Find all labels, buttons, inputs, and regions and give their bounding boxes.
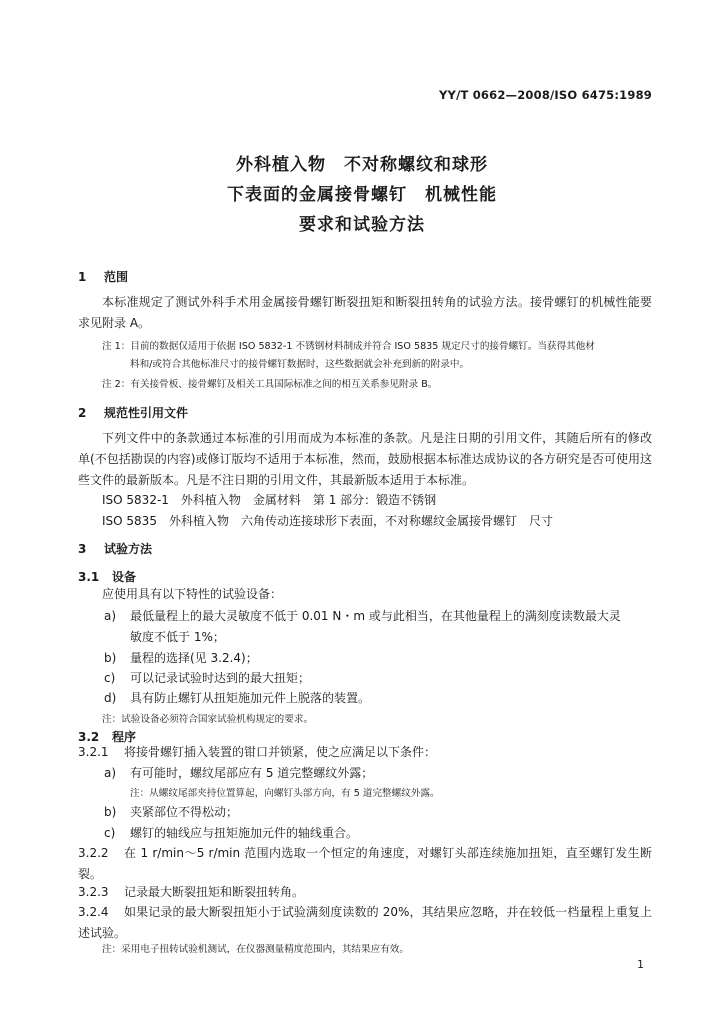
clause-3-2-4-text: 如果记录的最大断裂扭矩小于试验满刻度读数的 20%，其结果应忽略，并在较低一档量程上重复上述试验。: [78, 905, 652, 940]
section-number: 1: [78, 270, 87, 284]
clause-3-2-1-text: 将接骨螺钉插入装置的钳口并锁紧，使之应满足以下条件：: [124, 745, 437, 759]
list-label-b: b): [104, 651, 117, 665]
section-number: 2: [78, 406, 87, 420]
list-label-d: d): [104, 691, 117, 705]
subsection-number: 3.1: [78, 570, 100, 584]
clause-3-2-1-item-a: 有可能时，螺纹尾部应有 5 道完整螺纹外露；: [130, 766, 374, 780]
equipment-item-d: 具有防止螺钉从扭矩施加元件上脱落的装置。: [130, 691, 371, 705]
section-title: 范围: [104, 270, 129, 284]
clause-3-2-4-note: 注：采用电子扭转试验机测试，在仪器测量精度范围内，其结果应有效。: [102, 944, 409, 955]
equipment-item-c: 可以记录试验时达到的最大扭矩；: [130, 671, 311, 685]
clause-3-2-2-number: 3.2.2: [78, 846, 109, 860]
list-label-a: a): [104, 766, 117, 780]
list-label-b: b): [104, 805, 117, 819]
doc-title-line-3: 要求和试验方法: [299, 215, 425, 235]
note-1-line-1: 注 1：目前的数据仅适用于依据 ISO 5832-1 不锈钢材料制成并符合 ISO 5835 规定尺寸的接骨螺钉。当获得其他材: [102, 341, 595, 352]
clause-3-2-3-text: 记录最大断裂扭矩和断裂扭转角。: [124, 885, 305, 899]
section-1-heading: [78, 268, 128, 285]
reference-iso-5832-1: ISO 5832-1 外科植入物 金属材料 第 1 部分：锻造不锈钢: [102, 493, 437, 507]
list-label-c: c): [104, 826, 116, 840]
page-number: 1: [637, 958, 644, 971]
subsection-number: 3.2: [78, 730, 100, 744]
section-2-paragraph: 下列文件中的条款通过本标准的引用而成为本标准的条款。凡是注日期的引用文件，其随后所有的修改单(不包括勘误的内容)或修订版均不适用于本标准，然而，鼓励根据本标准达成协议的各方研究是否可使用这些文件的最新版本。凡是不注日期的引用文件，其最新版本适用于本标准。: [78, 431, 652, 487]
doc-title-line-2: 下表面的金属接骨螺钉 机械性能: [227, 185, 497, 205]
standard-number: YY/T 0662—2008/ISO 6475:1989: [439, 88, 652, 102]
clause-3-2-2-text: 在 1 r/min～5 r/min 范围内选取一个恒定的角速度，对螺钉头部连续施加扭矩，直至螺钉发生断裂。: [78, 846, 652, 881]
section-1-paragraph: 本标准规定了测试外科手术用金属接骨螺钉断裂扭矩和断裂扭转角的试验方法。接骨螺钉的机械性能要求见附录 A。: [78, 295, 652, 330]
section-title: 规范性引用文件: [104, 406, 189, 420]
list-label-a: a): [104, 609, 117, 623]
clause-3-2-1-item-a-note: 注：从螺纹尾部夹持位置算起，向螺钉头部方向，有 5 道完整螺纹外露。: [130, 788, 440, 799]
subsection-title: 设备: [112, 570, 137, 584]
clause-3-2-4-number: 3.2.4: [78, 905, 109, 919]
clause-3-2-3-number: 3.2.3: [78, 885, 109, 899]
equipment-item-b: 量程的选择(见 3.2.4)；: [130, 651, 258, 665]
section-title: 试验方法: [104, 542, 153, 556]
section-3-1-heading: [78, 568, 136, 585]
doc-title-line-1: 外科植入物 不对称螺纹和球形: [236, 155, 488, 175]
section-3-heading: [78, 540, 152, 557]
clause-3-2-1-item-c: 螺钉的轴线应与扭矩施加元件的轴线重合。: [130, 826, 359, 840]
reference-iso-5835: ISO 5835 外科植入物 六角传动连接球形下表面，不对称螺纹金属接骨螺钉 尺寸: [102, 514, 553, 528]
equipment-item-a-line-1: 最低量程上的最大灵敏度不低于 0.01 N・m 或与此相当，在其他量程上的满刻度读数最大灵: [130, 609, 621, 623]
note-2: 注 2：有关接骨板、接骨螺钉及相关工具国际标准之间的相互关系参见附录 B。: [102, 379, 438, 390]
note-1-line-2: 料和/或符合其他标准尺寸的接骨螺钉数据时，这些数据就会补充到新的附录中。: [130, 359, 470, 370]
equipment-note: 注：试验设备必须符合国家试验机构规定的要求。: [102, 714, 314, 725]
subsection-title: 程序: [112, 730, 137, 744]
clause-3-2-1-item-b: 夹紧部位不得松动；: [130, 805, 239, 819]
clause-3-2-1-number: 3.2.1: [78, 745, 109, 759]
section-2-heading: [78, 404, 188, 421]
equipment-intro: 应使用具有以下特性的试验设备：: [102, 587, 283, 601]
section-number: 3: [78, 542, 87, 556]
list-label-c: c): [104, 671, 116, 685]
equipment-item-a-line-2: 敏度不低于 1%；: [130, 630, 225, 644]
